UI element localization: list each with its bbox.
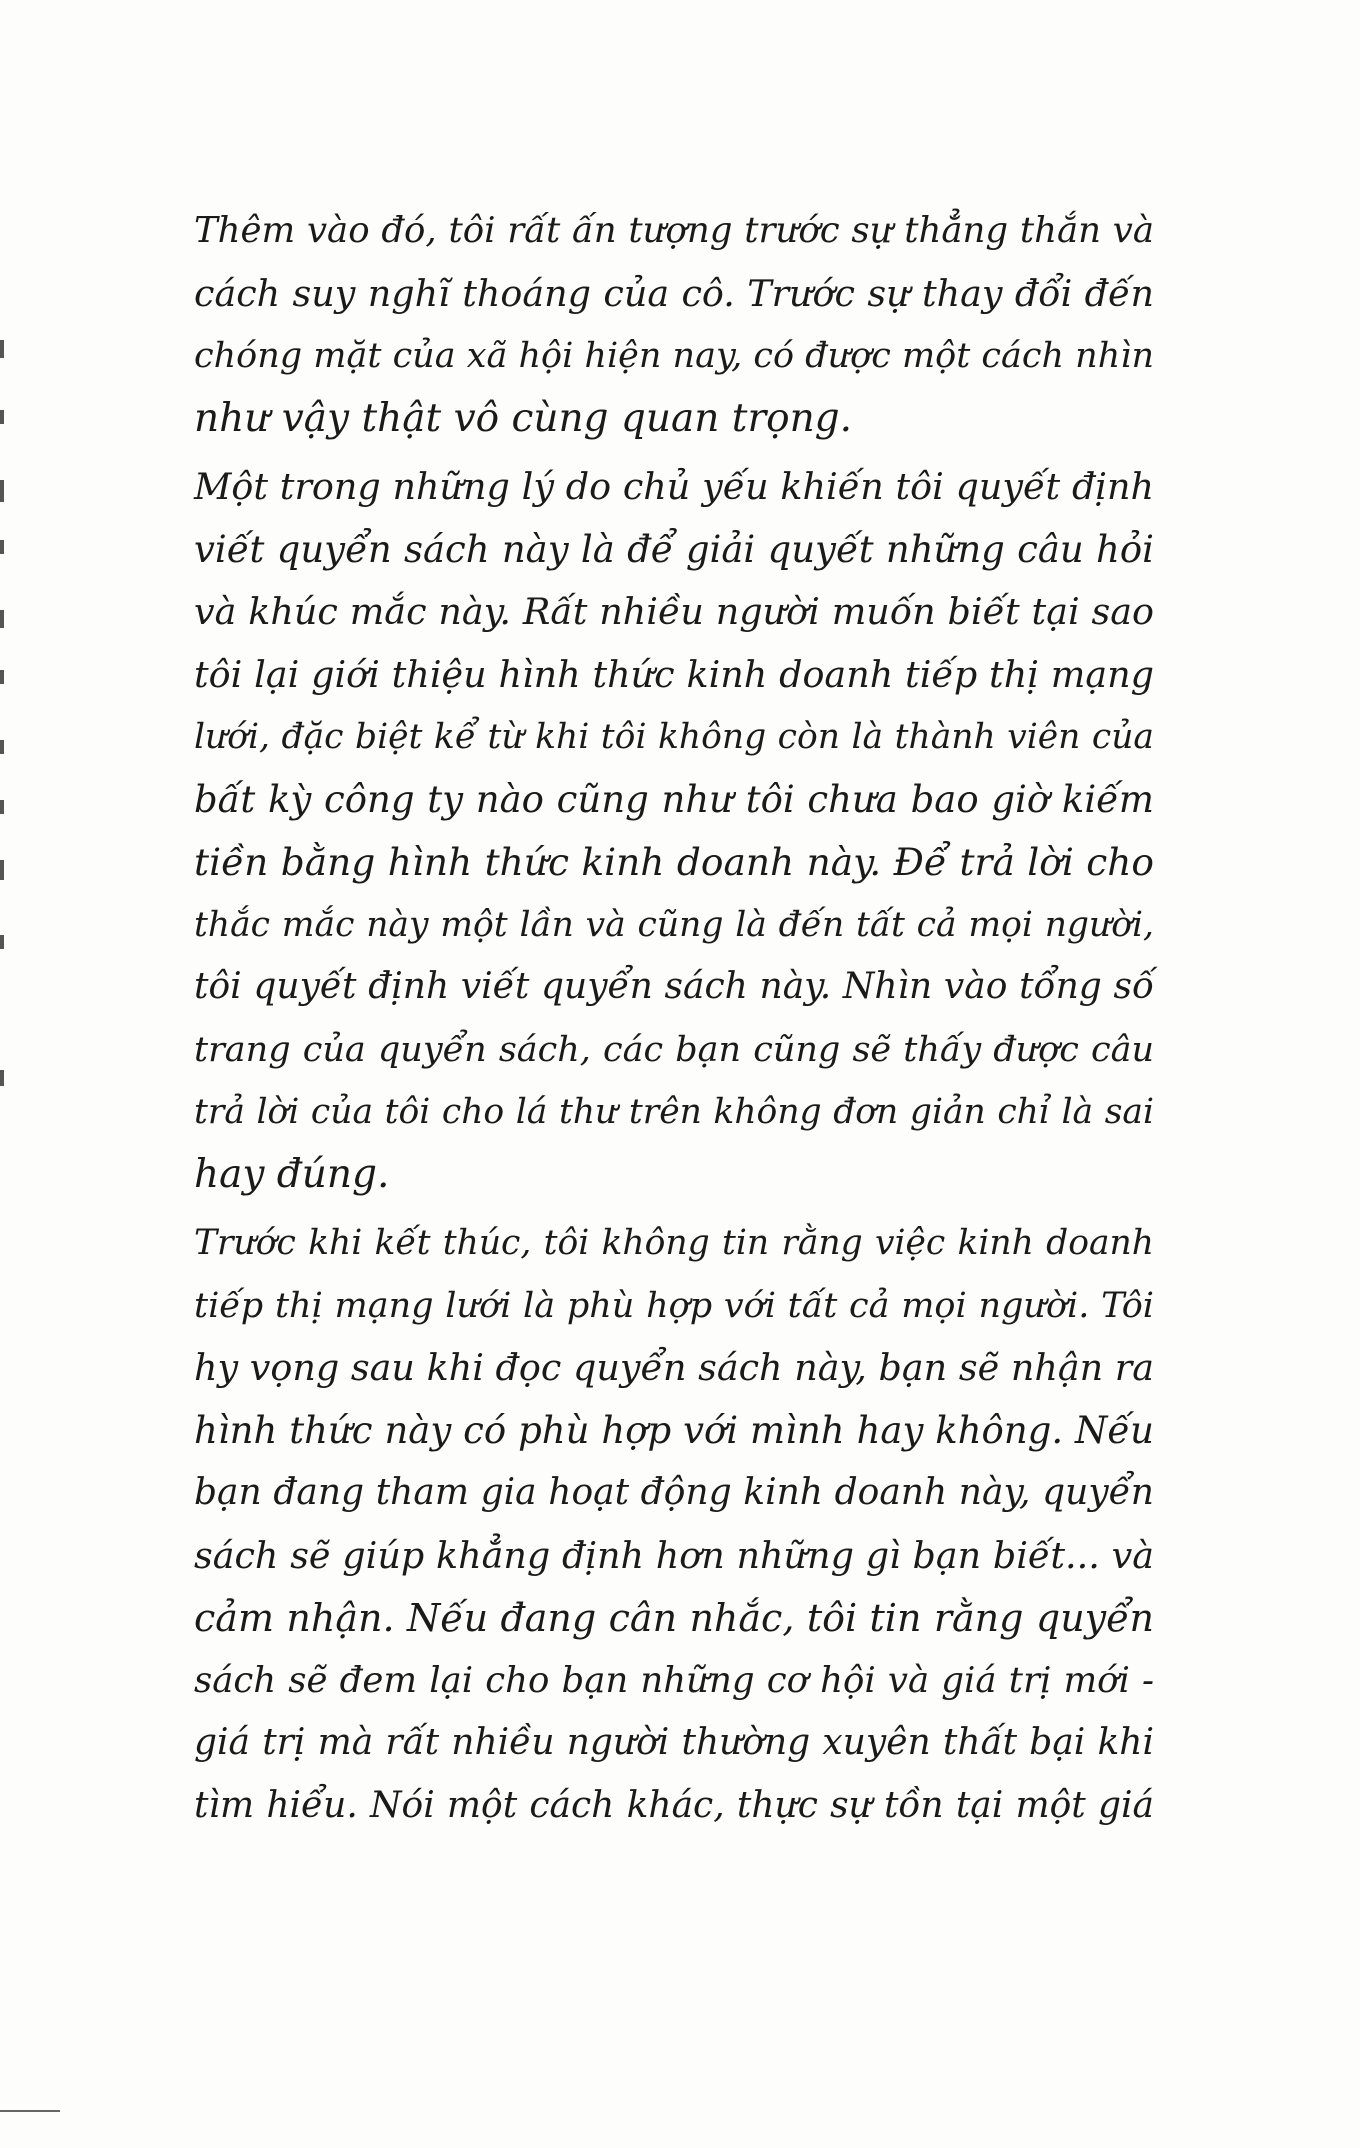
scan-edge-mark bbox=[0, 740, 4, 754]
text-line: Một trong những lý do chủ yếu khiến tôi quyết định bbox=[194, 465, 1154, 508]
scan-bottom-edge bbox=[0, 2110, 60, 2112]
scan-edge-mark bbox=[0, 540, 4, 554]
text-line: hy vọng sau khi đọc quyển sách này, bạn sẽ nhận ra bbox=[194, 1346, 1154, 1389]
scan-edge-mark bbox=[0, 480, 4, 502]
body-text bbox=[194, 200, 1154, 1843]
paragraph-1 bbox=[194, 200, 1154, 450]
scan-edge-mark bbox=[0, 410, 4, 424]
scan-edge-mark bbox=[0, 860, 4, 880]
text-line: sách sẽ đem lại cho bạn những cơ hội và giá trị mới - bbox=[194, 1659, 1154, 1701]
text-line: trả lời của tôi cho lá thư trên không đơn giản chỉ là sai bbox=[194, 1092, 1154, 1132]
scan-edge-mark bbox=[0, 1070, 4, 1086]
paragraph-2 bbox=[194, 456, 1154, 1206]
text-line: tìm hiểu. Nói một cách khác, thực sự tồn tại một giá bbox=[194, 1784, 1154, 1826]
text-line: Thêm vào đó, tôi rất ấn tượng trước sự thẳng thắn và bbox=[194, 210, 1154, 251]
text-line: hình thức này có phù hợp với mình hay không. Nếu bbox=[194, 1408, 1154, 1452]
text-line: chóng mặt của xã hội hiện nay, có được một cách nhìn bbox=[194, 336, 1154, 376]
paragraph-3 bbox=[194, 1212, 1154, 1837]
text-line: như vậy thật vô cùng quan trọng. bbox=[194, 395, 853, 441]
scan-edge-mark bbox=[0, 670, 4, 684]
text-line: tiếp thị mạng lưới là phù hợp với tất cả mọi người. Tôi bbox=[194, 1285, 1154, 1326]
text-line: lưới, đặc biệt kể từ khi tôi không còn là thành viên của bbox=[194, 717, 1154, 757]
text-line: bất kỳ công ty nào cũng như tôi chưa bao giờ kiếm bbox=[194, 777, 1154, 821]
text-line: tôi quyết định viết quyển sách này. Nhìn vào tổng số bbox=[194, 966, 1154, 1007]
text-line: hay đúng. bbox=[194, 1151, 390, 1197]
scan-edge-mark bbox=[0, 340, 4, 358]
text-line: cách suy nghĩ thoáng của cô. Trước sự thay đổi đến bbox=[194, 271, 1154, 315]
text-line: trang của quyển sách, các bạn cũng sẽ thấy được câu bbox=[194, 1029, 1154, 1070]
scan-edge-mark bbox=[0, 800, 4, 814]
scan-edge-mark bbox=[0, 935, 4, 949]
text-line: và khúc mắc này. Rất nhiều người muốn biết tại sao bbox=[194, 590, 1154, 633]
scan-edge-mark bbox=[0, 610, 4, 628]
text-line: Trước khi kết thúc, tôi không tin rằng việc kinh doanh bbox=[194, 1223, 1154, 1263]
text-line: cảm nhận. Nếu đang cân nhắc, tôi tin rằng quyển bbox=[194, 1596, 1154, 1640]
text-line: tôi lại giới thiệu hình thức kinh doanh tiếp thị mạng bbox=[194, 652, 1154, 696]
text-line: bạn đang tham gia hoạt động kinh doanh này, quyển bbox=[194, 1472, 1154, 1513]
text-line: giá trị mà rất nhiều người thường xuyên thất bại khi bbox=[194, 1722, 1154, 1763]
text-line: thắc mắc này một lần và cũng là đến tất cả mọi người, bbox=[194, 904, 1154, 945]
text-line: sách sẽ giúp khẳng định hơn những gì bạn biết... và bbox=[194, 1533, 1154, 1577]
text-line: tiền bằng hình thức kinh doanh này. Để trả lời cho bbox=[194, 840, 1154, 884]
text-line: viết quyển sách này là để giải quyết những câu hỏi bbox=[194, 527, 1154, 571]
